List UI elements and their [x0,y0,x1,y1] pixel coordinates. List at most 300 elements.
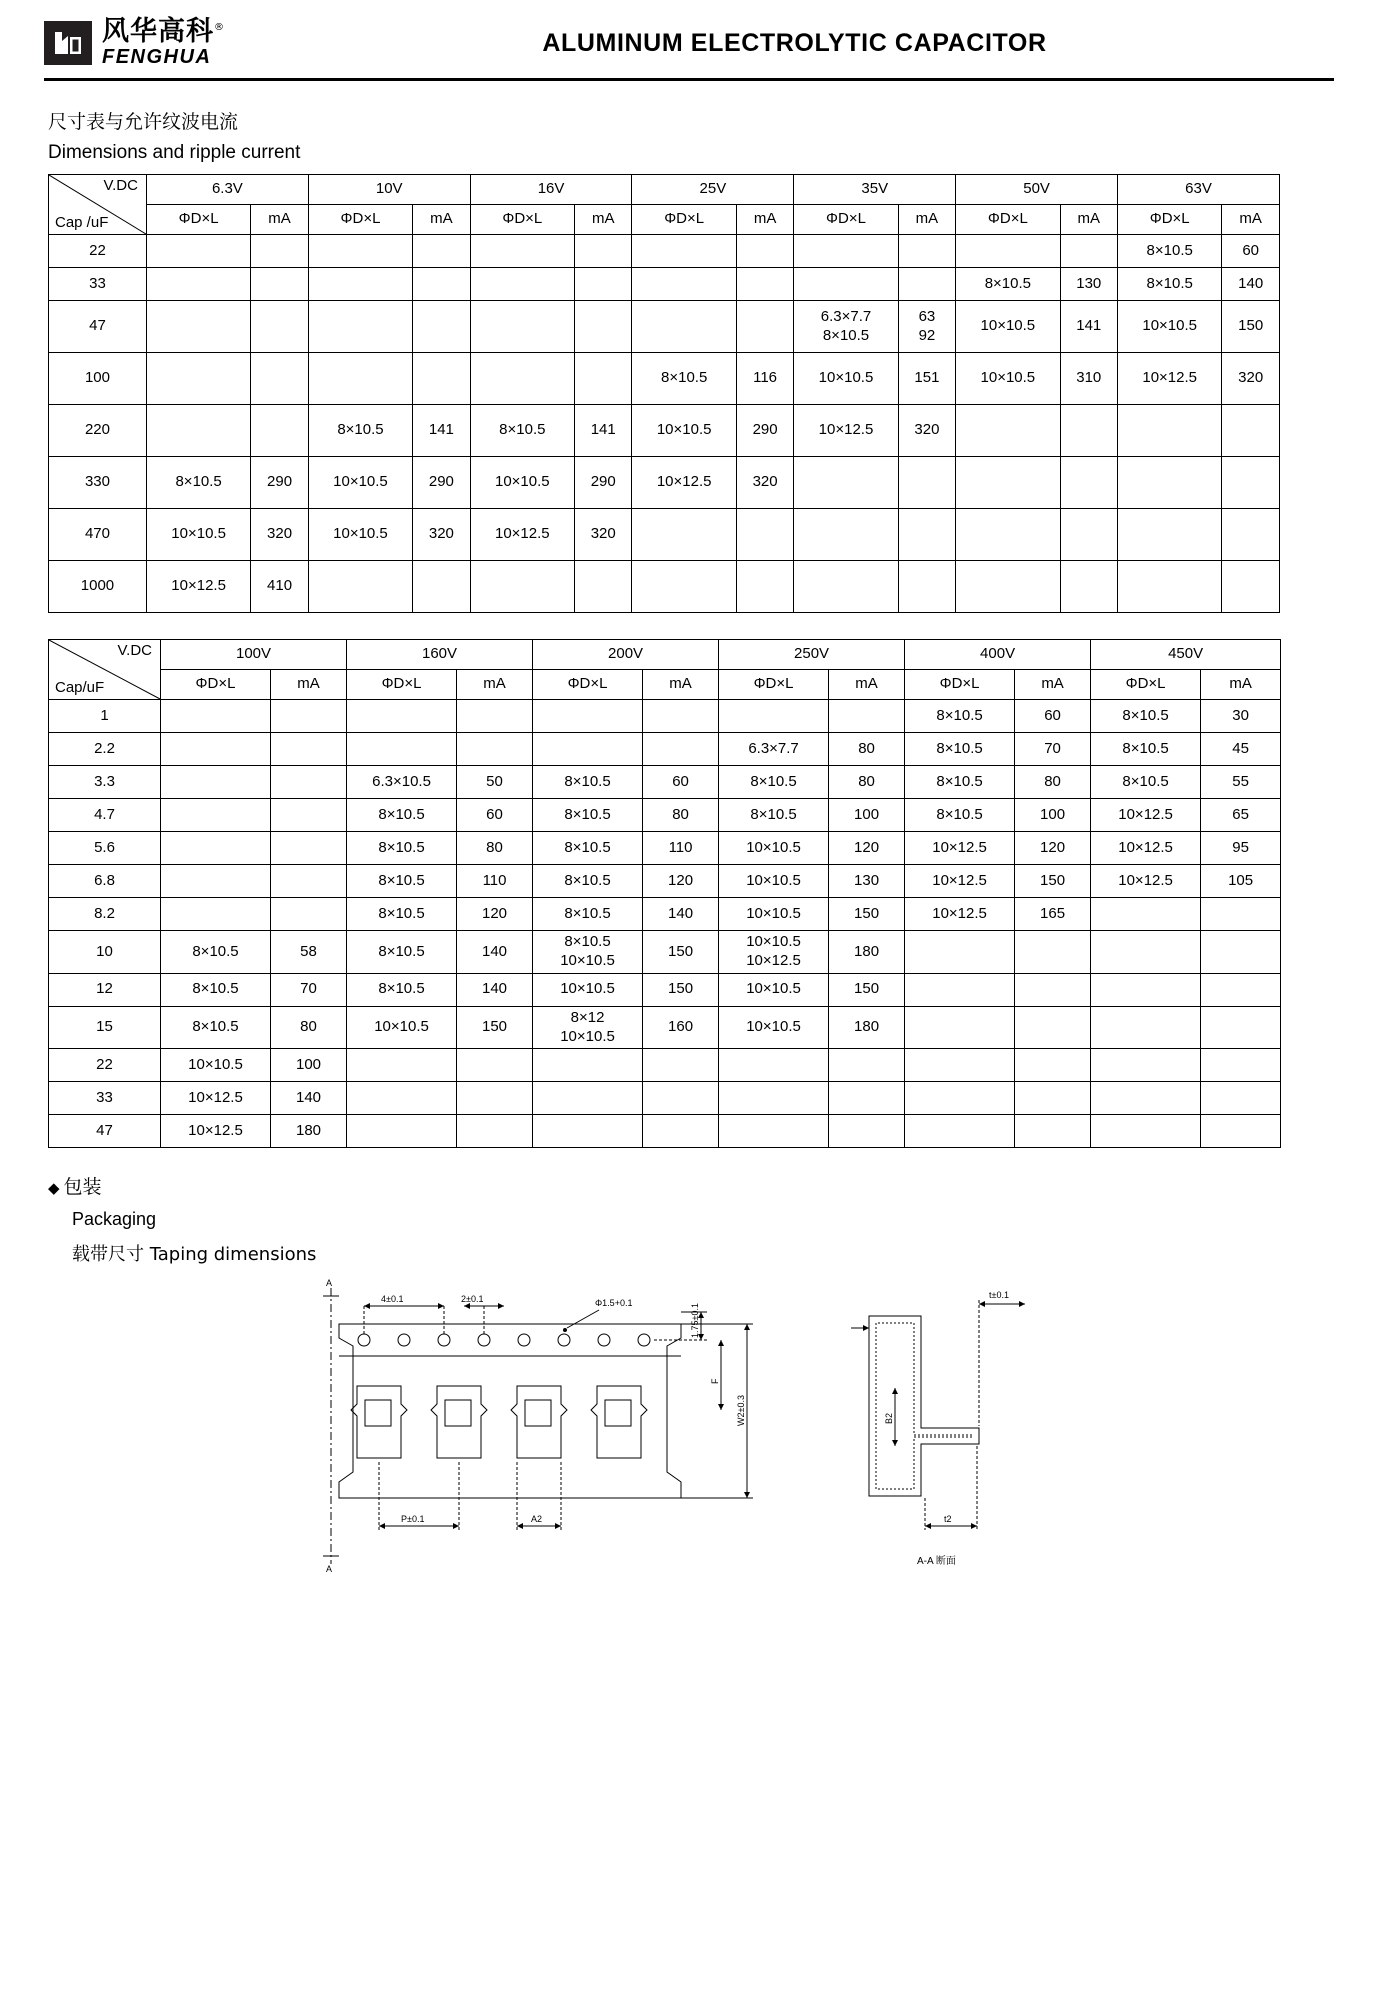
size-cell [1091,973,1201,1006]
fenghua-logo-icon [44,21,92,65]
packaging-title-cn: ◆ 包装 [48,1176,102,1199]
ripple-cell [898,509,956,561]
table-row [49,700,1281,733]
size-cell [905,931,1015,974]
size-cell: 8×10.5 [533,766,643,799]
size-cell [347,733,457,766]
size-cell [533,1049,643,1082]
size-cell: 8×10.5 [905,766,1015,799]
ripple-cell [736,509,794,561]
size-cell: 8×10.5 [632,353,736,405]
size-cell: 6.3×7.7 [719,733,829,766]
ripple-cell [457,1049,533,1082]
size-cell [956,509,1060,561]
sub-header-size: ΦD×L [956,205,1060,235]
ripple-cell: 141 [574,405,632,457]
capacitance-cell: 470 [49,509,147,561]
ripple-cell [271,898,347,931]
size-cell [161,865,271,898]
size-cell: 8×10.5 [1118,235,1222,268]
size-cell [1118,561,1222,613]
table-row [49,799,1281,832]
capacitance-cell: 47 [49,301,147,353]
voltage-header-5: 450V [1091,640,1281,670]
ripple-cell: 60 [1015,700,1091,733]
size-cell: 10×12.5 [905,832,1015,865]
size-cell [470,235,574,268]
ripple-cell [457,1082,533,1115]
ripple-cell: 140 [1222,268,1280,301]
size-cell [794,235,898,268]
size-cell [161,766,271,799]
sub-header-size: ΦD×L [470,205,574,235]
ripple-cell [457,733,533,766]
ripple-cell [574,353,632,405]
capacitance-cell: 33 [49,1082,161,1115]
ripple-cell: 150 [457,1006,533,1049]
size-cell [533,733,643,766]
size-cell [146,235,250,268]
size-cell [347,700,457,733]
ripple-cell: 320 [251,509,309,561]
ripple-cell [736,301,794,353]
ripple-cell: 140 [643,898,719,931]
ripple-cell [1201,1049,1281,1082]
size-cell: 8×10.5 [1091,766,1201,799]
sub-header-current: mA [271,670,347,700]
size-cell: 10×10.5 10×12.5 [719,931,829,974]
capacitance-cell: 8.2 [49,898,161,931]
table-row [49,235,1280,268]
size-cell: 10×10.5 [161,1049,271,1082]
sub-header-current: mA [898,205,956,235]
capacitance-cell: 6.8 [49,865,161,898]
ripple-cell [643,1049,719,1082]
ripple-cell: 320 [736,457,794,509]
sub-header-size: ΦD×L [1118,205,1222,235]
size-cell [347,1049,457,1082]
ripple-cell [1222,457,1280,509]
ripple-cell: 116 [736,353,794,405]
table-row [49,973,1281,1006]
ripple-cell [898,235,956,268]
ripple-cell [457,700,533,733]
ripple-cell [643,700,719,733]
ripple-cell [574,561,632,613]
ripple-cell: 95 [1201,832,1281,865]
size-cell [905,1115,1015,1148]
ripple-cell: 80 [457,832,533,865]
table-row [49,766,1281,799]
size-cell: 10×10.5 [470,457,574,509]
size-cell: 8×10.5 [1118,268,1222,301]
size-cell [146,405,250,457]
ripple-cell: 290 [413,457,471,509]
size-cell: 10×12.5 [161,1082,271,1115]
size-cell: 8×10.5 [146,457,250,509]
dim-t2: t2 [944,1514,952,1525]
brand-name-cn: 风华高科® [102,16,225,47]
ripple-cell: 80 [829,733,905,766]
ripple-cell [898,561,956,613]
sub-header-current: mA [251,205,309,235]
voltage-header-6: 63V [1118,175,1280,205]
table-row [49,405,1280,457]
size-cell: 10×10.5 [632,405,736,457]
size-cell: 10×12.5 [1091,832,1201,865]
dim-A2: A2 [531,1514,543,1525]
size-cell: 8×10.5 [533,832,643,865]
size-cell [161,733,271,766]
ripple-cell: 290 [736,405,794,457]
capacitance-cell: 1000 [49,561,147,613]
section-title-cn: 尺寸表与允许纹波电流 [48,111,239,134]
size-cell: 10×10.5 [719,1006,829,1049]
size-cell: 8×10.5 [470,405,574,457]
size-cell: 8×10.5 [956,268,1060,301]
size-cell [905,1082,1015,1115]
table-row [49,1049,1281,1082]
dim-pitch-2: 2±0.1 [461,1294,484,1305]
size-cell [161,832,271,865]
ripple-cell [1060,235,1118,268]
size-cell [632,268,736,301]
size-cell [632,561,736,613]
size-cell: 10×10.5 [308,457,412,509]
ripple-cell [413,268,471,301]
size-cell [794,561,898,613]
table-row [49,301,1280,353]
corner-label-voltage: V.DC [117,642,152,660]
size-cell: 10×10.5 [347,1006,457,1049]
ripple-cell [251,405,309,457]
size-cell [905,1049,1015,1082]
size-cell: 8×10.5 [1091,700,1201,733]
ripple-cell [271,766,347,799]
size-cell: 10×10.5 [1118,301,1222,353]
size-cell [794,268,898,301]
size-cell [308,301,412,353]
size-cell [956,235,1060,268]
document-title: ALUMINUM ELECTROLYTIC CAPACITOR [542,28,1047,57]
ripple-cell: 320 [898,405,956,457]
ripple-cell [736,235,794,268]
ripple-cell: 70 [1015,733,1091,766]
ripple-cell [1015,1006,1091,1049]
brand-name-en: FENGHUA [102,46,212,69]
ripple-cell: 70 [271,973,347,1006]
size-cell: 10×10.5 [146,509,250,561]
size-cell [1091,1006,1201,1049]
ripple-cell: 165 [1015,898,1091,931]
ripple-cell: 140 [271,1082,347,1115]
dim-B2: B2 [884,1413,894,1425]
sub-header-size: ΦD×L [347,670,457,700]
capacitance-cell: 220 [49,405,147,457]
sub-header-size: ΦD×L [794,205,898,235]
size-cell: 10×12.5 [161,1115,271,1148]
size-cell [1118,457,1222,509]
dim-P: P±0.1 [401,1514,425,1525]
ripple-cell: 120 [457,898,533,931]
ripple-cell [1201,931,1281,974]
ripple-cell: 80 [271,1006,347,1049]
capacitance-cell: 15 [49,1006,161,1049]
size-cell [308,353,412,405]
ripple-cell [1015,1115,1091,1148]
diamond-bullet-icon: ◆ [48,1179,60,1198]
voltage-header-2: 16V [470,175,632,205]
size-cell: 8×10.5 [905,700,1015,733]
ripple-cell [251,268,309,301]
capacitance-cell: 5.6 [49,832,161,865]
ripple-cell: 140 [457,931,533,974]
taping-dimensions-label: 载带尺寸 Taping dimensions [72,1244,317,1266]
ripple-cell [1201,1006,1281,1049]
size-cell: 10×12.5 [1091,865,1201,898]
ripple-cell [1060,561,1118,613]
ripple-cell: 30 [1201,700,1281,733]
size-cell [1118,509,1222,561]
sub-header-size: ΦD×L [308,205,412,235]
sub-header-size: ΦD×L [632,205,736,235]
ripple-cell [457,1115,533,1148]
size-cell: 8×10.5 [161,973,271,1006]
size-cell [632,301,736,353]
table-row [49,509,1280,561]
table-row [49,898,1281,931]
size-cell: 8×10.5 [161,931,271,974]
ripple-cell: 151 [898,353,956,405]
size-cell [146,353,250,405]
size-cell: 8×10.5 [533,865,643,898]
capacitance-cell: 47 [49,1115,161,1148]
ripple-cell: 120 [1015,832,1091,865]
size-cell [161,799,271,832]
size-cell [347,1082,457,1115]
size-cell: 8×10.5 [308,405,412,457]
sub-header-current: mA [1222,205,1280,235]
ripple-cell [643,1115,719,1148]
ripple-cell: 130 [1060,268,1118,301]
voltage-header-2: 200V [533,640,719,670]
ripple-cell [271,832,347,865]
corner-label-cap: Cap/uF [55,678,105,696]
table-row [49,1006,1281,1049]
ripple-cell: 45 [1201,733,1281,766]
ripple-cell: 63 92 [898,301,956,353]
corner-label-voltage: V.DC [103,177,138,195]
size-cell: 10×12.5 [146,561,250,613]
size-cell [1091,898,1201,931]
ripple-cell: 105 [1201,865,1281,898]
voltage-header-4: 400V [905,640,1091,670]
ripple-cell: 120 [829,832,905,865]
table-corner-header [49,640,161,700]
ripple-cell: 410 [251,561,309,613]
sub-header-current: mA [457,670,533,700]
sub-header-current: mA [413,205,471,235]
ripple-cell: 140 [457,973,533,1006]
voltage-header-0: 100V [161,640,347,670]
size-cell [905,973,1015,1006]
size-cell [533,1115,643,1148]
ripple-cell [413,353,471,405]
ripple-cell: 60 [643,766,719,799]
ripple-cell [574,301,632,353]
sub-header-size: ΦD×L [533,670,643,700]
size-cell [161,700,271,733]
size-cell [719,1082,829,1115]
ripple-cell: 160 [643,1006,719,1049]
size-cell: 6.3×10.5 [347,766,457,799]
size-cell: 8×10.5 [905,733,1015,766]
ripple-cell: 130 [829,865,905,898]
ripple-cell: 150 [1015,865,1091,898]
size-cell: 10×10.5 [719,832,829,865]
size-cell: 8×10.5 [347,931,457,974]
size-cell: 8×10.5 [1091,733,1201,766]
size-cell [146,301,250,353]
size-cell [470,561,574,613]
size-cell [1091,931,1201,974]
ripple-cell [413,301,471,353]
ripple-cell: 100 [829,799,905,832]
voltage-header-4: 35V [794,175,956,205]
voltage-header-1: 160V [347,640,533,670]
sub-header-current: mA [736,205,794,235]
ripple-cell [413,561,471,613]
size-cell [956,561,1060,613]
size-cell: 8×10.5 [347,973,457,1006]
sub-header-current: mA [1060,205,1118,235]
ripple-cell [271,865,347,898]
capacitance-cell: 330 [49,457,147,509]
ripple-cell [413,235,471,268]
ripple-cell: 80 [643,799,719,832]
size-cell: 8×10.5 [533,799,643,832]
table-row [49,353,1280,405]
dim-175: 1.75±0.1 [690,1303,700,1339]
ripple-cell [574,268,632,301]
table-row [49,561,1280,613]
size-cell [470,268,574,301]
capacitance-cell: 3.3 [49,766,161,799]
capacitance-cell: 1 [49,700,161,733]
size-cell [1091,1082,1201,1115]
ripple-cell [574,235,632,268]
sub-header-current: mA [829,670,905,700]
capacitance-cell: 2.2 [49,733,161,766]
size-cell: 10×10.5 [719,865,829,898]
voltage-header-1: 10V [308,175,470,205]
section-title-en: Dimensions and ripple current [48,142,301,164]
ripple-cell [643,1082,719,1115]
sub-header-size: ΦD×L [161,670,271,700]
ripple-cell: 120 [643,865,719,898]
dim-W: W2±0.3 [736,1395,746,1427]
page-header [44,18,1334,72]
ripple-cell [829,700,905,733]
sub-header-size: ΦD×L [146,205,250,235]
size-cell: 10×10.5 [533,973,643,1006]
size-cell [161,898,271,931]
ripple-cell [736,561,794,613]
size-cell: 6.3×7.7 8×10.5 [794,301,898,353]
size-cell [308,235,412,268]
ripple-cell: 141 [1060,301,1118,353]
ripple-cell: 100 [271,1049,347,1082]
size-cell: 10×10.5 [794,353,898,405]
size-cell [470,353,574,405]
size-cell [719,1049,829,1082]
size-cell [632,509,736,561]
size-cell [347,1115,457,1148]
ripple-cell: 141 [413,405,471,457]
size-cell: 10×12.5 [470,509,574,561]
dim-pitch-4: 4±0.1 [381,1294,404,1305]
table-row [49,832,1281,865]
ripple-cell: 180 [829,1006,905,1049]
corner-label-cap: Cap /uF [55,213,109,231]
size-cell [308,561,412,613]
size-cell: 8×10.5 [533,898,643,931]
table-row [49,457,1280,509]
size-cell: 10×12.5 [905,898,1015,931]
ripple-cell: 150 [643,931,719,974]
ripple-cell [736,268,794,301]
voltage-header-0: 6.3V [146,175,308,205]
ripple-cell [829,1082,905,1115]
company-logo [44,18,225,68]
ripple-cell: 310 [1060,353,1118,405]
size-cell: 8×10.5 [905,799,1015,832]
ripple-cell [1060,457,1118,509]
size-cell [719,1115,829,1148]
sub-header-current: mA [643,670,719,700]
ripple-cell: 80 [829,766,905,799]
capacitance-cell: 12 [49,973,161,1006]
ripple-cell [1222,509,1280,561]
size-cell: 10×12.5 [632,457,736,509]
size-cell [956,405,1060,457]
table-corner-header [49,175,147,235]
ripple-cell: 180 [829,931,905,974]
ripple-cell: 110 [643,832,719,865]
ripple-cell [1015,931,1091,974]
ripple-cell [1201,973,1281,1006]
size-cell [470,301,574,353]
dimensions-table-low-voltage [48,174,1280,613]
size-cell: 10×10.5 [719,898,829,931]
size-cell [1091,1049,1201,1082]
sub-header-size: ΦD×L [719,670,829,700]
ripple-cell [1060,405,1118,457]
ripple-cell: 60 [457,799,533,832]
ripple-cell [898,268,956,301]
sub-header-size: ΦD×L [1091,670,1201,700]
ripple-cell: 320 [413,509,471,561]
sub-header-current: mA [1201,670,1281,700]
capacitance-cell: 22 [49,235,147,268]
size-cell: 8×10.5 10×10.5 [533,931,643,974]
table-row [49,1115,1281,1148]
header-divider [44,78,1334,81]
ripple-cell [271,700,347,733]
size-cell [905,1006,1015,1049]
ripple-cell [643,733,719,766]
ripple-cell [251,235,309,268]
